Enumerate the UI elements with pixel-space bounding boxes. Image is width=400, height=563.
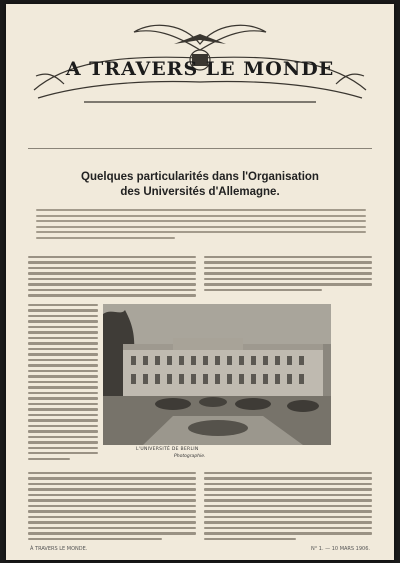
body-column-right-top [204,256,372,294]
photo-caption-line-2: Photographie. [174,454,206,459]
magazine-page [6,4,394,560]
university-photograph [103,304,331,445]
masthead-title: A TRAVERS LE MONDE [65,58,335,80]
headline-line-2: des Universités d'Allemagne. [120,186,280,198]
header-rule [28,148,372,149]
body-column-right-bottom [204,472,372,543]
footer-left: À TRAVERS LE MONDE. [30,546,88,552]
photo-caption-line-1: L'UNIVERSITÉ DE BERLIN [136,447,199,452]
headline-line-1: Quelques particularités dans l'Organisation [81,171,319,183]
body-column-left-bottom [28,472,196,543]
lead-paragraph [36,209,366,243]
body-column-left-narrow [28,304,98,463]
body-column-left-top [28,256,196,300]
article-headline [46,170,354,200]
footer-right: N° 1. — 10 MARS 1906. [310,546,370,552]
